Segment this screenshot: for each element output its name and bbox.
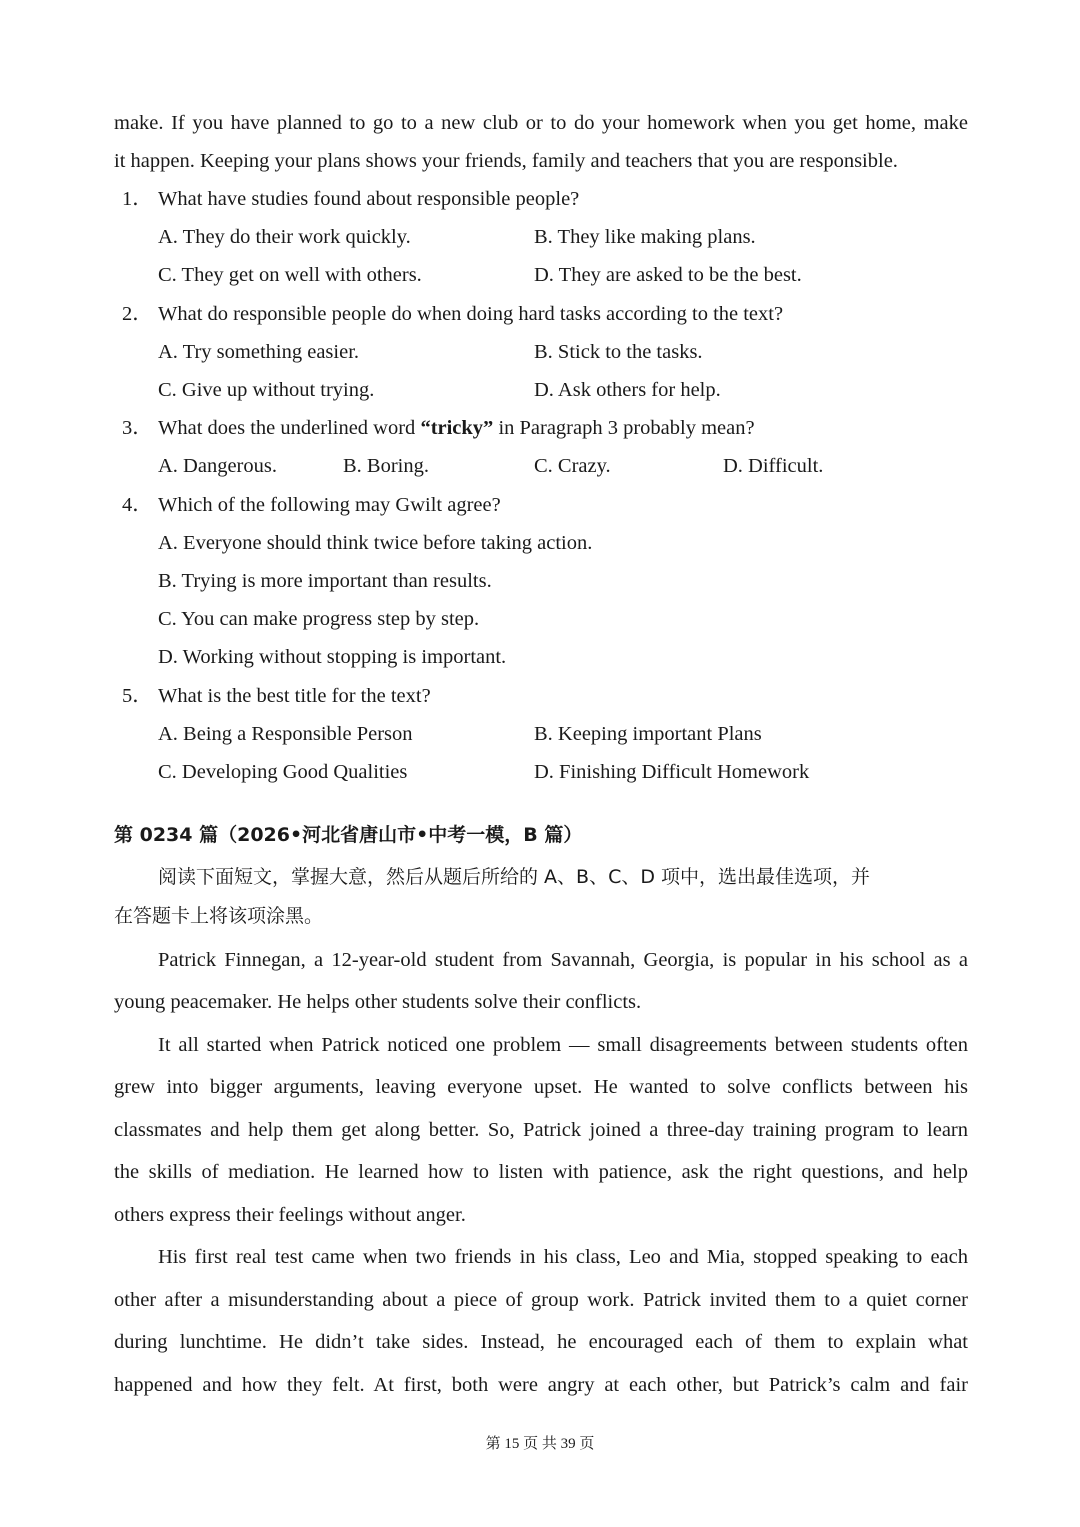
answer-option: D. Ask others for help. xyxy=(534,379,721,401)
answer-option: C. You can make progress step by step. xyxy=(158,608,480,630)
answer-option: C. Crazy. xyxy=(534,455,611,477)
answer-option: B. Trying is more important than results. xyxy=(158,570,492,592)
passage-line: other after a misunderstanding about a piece of group work. Patrick invited them to a quiet corner xyxy=(114,1289,968,1311)
instruction-line: 在答题卡上将该项涂黑。 xyxy=(114,905,324,927)
question-number: 2． xyxy=(122,303,153,325)
question-number: 4． xyxy=(122,494,153,516)
question-text: What is the best title for the text? xyxy=(158,685,431,707)
answer-option: D. Finishing Difficult Homework xyxy=(534,761,810,783)
section-heading: 第 0234 篇（2026•河北省唐山市•中考一模，B 篇） xyxy=(114,824,583,846)
passage-line: it happen. Keeping your plans shows your friends, family and teachers that you are responsible. xyxy=(114,150,898,172)
passage-line: His first real test came when two friends in his class, Leo and Mia, stopped speaking to each xyxy=(158,1246,968,1268)
answer-option: B. They like making plans. xyxy=(534,226,756,248)
passage-line: others express their feelings without anger. xyxy=(114,1204,466,1226)
question-text: What do responsible people do when doing hard tasks according to the text? xyxy=(158,303,784,325)
answer-option: B. Keeping important Plans xyxy=(534,723,762,745)
question-text-part: What does the underlined word xyxy=(158,417,421,439)
highlighted-word: “tricky” xyxy=(420,417,494,439)
passage-line: young peacemaker. He helps other students solve their conflicts. xyxy=(114,991,642,1013)
passage-line: Patrick Finnegan, a 12-year-old student from Savannah, Georgia, is popular in his school as a xyxy=(158,949,968,971)
question-text xyxy=(158,418,755,439)
passage-line: during lunchtime. He didn’t take sides. Instead, he encouraged each of them to explain what xyxy=(114,1331,968,1353)
passage-line: It all started when Patrick noticed one problem — small disagreements between students often xyxy=(158,1034,968,1056)
answer-option: A. Try something easier. xyxy=(158,341,360,363)
passage-line: classmates and help them get along better. So, Patrick joined a three-day training program to learn xyxy=(114,1119,968,1141)
question-text: What have studies found about responsible people? xyxy=(158,188,580,210)
page-number-footer: 第 15 页 共 39 页 xyxy=(485,1436,595,1452)
question-number: 5． xyxy=(122,685,153,707)
answer-option: B. Boring. xyxy=(343,455,429,477)
question-text-part: in Paragraph 3 probably mean? xyxy=(493,417,755,439)
answer-option: C. Developing Good Qualities xyxy=(158,761,408,783)
answer-option: D. They are asked to be the best. xyxy=(534,264,802,286)
answer-option: C. They get on well with others. xyxy=(158,264,422,286)
answer-option: A. Being a Responsible Person xyxy=(158,723,413,745)
passage-line: the skills of mediation. He learned how to listen with patience, ask the right questions, and help xyxy=(114,1161,968,1183)
answer-option: D. Working without stopping is important. xyxy=(158,646,507,668)
answer-option: D. Difficult. xyxy=(723,455,824,477)
answer-option: A. Everyone should think twice before taking action. xyxy=(158,532,593,554)
answer-option: A. They do their work quickly. xyxy=(158,226,411,248)
passage-line: happened and how they felt. At first, both were angry at each other, but Patrick’s calm and fair xyxy=(114,1374,968,1396)
answer-option: A. Dangerous. xyxy=(158,455,277,477)
answer-option: B. Stick to the tasks. xyxy=(534,341,703,363)
passage-line: make. If you have planned to go to a new club or to do your homework when you get home, make xyxy=(114,112,968,134)
passage-line: grew into bigger arguments, leaving everyone upset. He wanted to solve conflicts between his xyxy=(114,1076,968,1098)
question-text: Which of the following may Gwilt agree? xyxy=(158,494,501,516)
answer-option: C. Give up without trying. xyxy=(158,379,375,401)
instruction-line: 阅读下面短文，掌握大意，然后从题后所给的 A、B、C、D 项中，选出最佳选项，并 xyxy=(158,866,871,888)
question-number: 1． xyxy=(122,188,153,210)
question-number: 3． xyxy=(122,417,153,439)
